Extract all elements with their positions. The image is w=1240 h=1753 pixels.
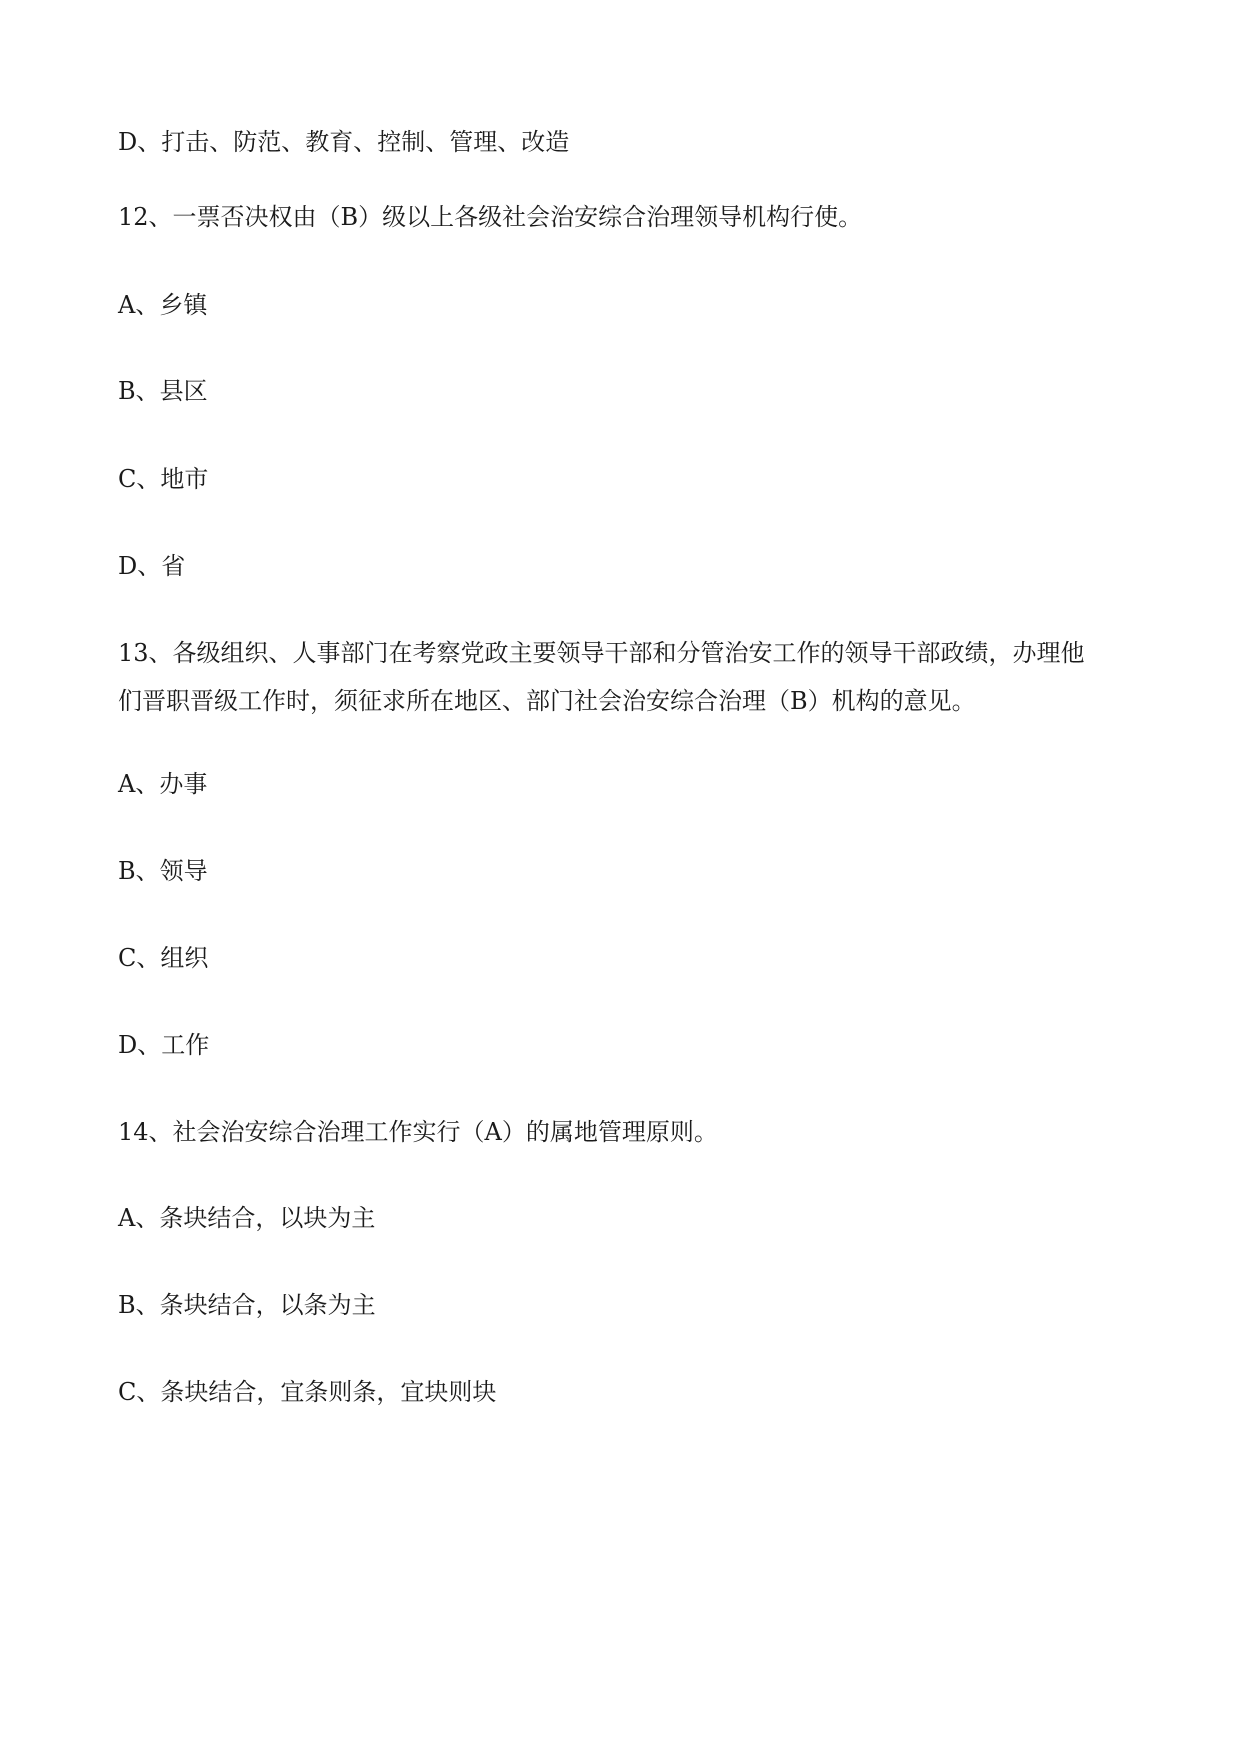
q13-stem-line1: 13、各级组织、人事部门在考察党政主要领导干部和分管治安工作的领导干部政绩，办理他 bbox=[118, 639, 1085, 667]
q13-stem-line2: 们晋职晋级工作时，须征求所在地区、部门社会治安综合治理（B）机构的意见。 bbox=[118, 687, 976, 715]
q14-stem: 14、社会治安综合治理工作实行（A）的属地管理原则。 bbox=[118, 1118, 718, 1146]
q12-stem: 12、一票否决权由（B）级以上各级社会治安综合治理领导机构行使。 bbox=[118, 203, 863, 231]
q13-option-a: A、办事 bbox=[118, 770, 208, 798]
q14-option-a: A、条块结合，以块为主 bbox=[118, 1204, 376, 1232]
q13-option-d: D、工作 bbox=[118, 1031, 210, 1059]
q14-option-c: C、条块结合，宜条则条，宜块则块 bbox=[118, 1378, 497, 1406]
q12-option-c: C、地市 bbox=[118, 465, 209, 493]
q13-option-c: C、组织 bbox=[118, 944, 209, 972]
q12-option-b: B、县区 bbox=[118, 377, 208, 405]
q11-option-d: D、打击、防范、教育、控制、管理、改造 bbox=[118, 128, 570, 156]
q12-option-d: D、省 bbox=[118, 552, 186, 580]
q14-option-b: B、条块结合，以条为主 bbox=[118, 1291, 376, 1319]
q12-option-a: A、乡镇 bbox=[118, 291, 208, 319]
q13-option-b: B、领导 bbox=[118, 857, 208, 885]
